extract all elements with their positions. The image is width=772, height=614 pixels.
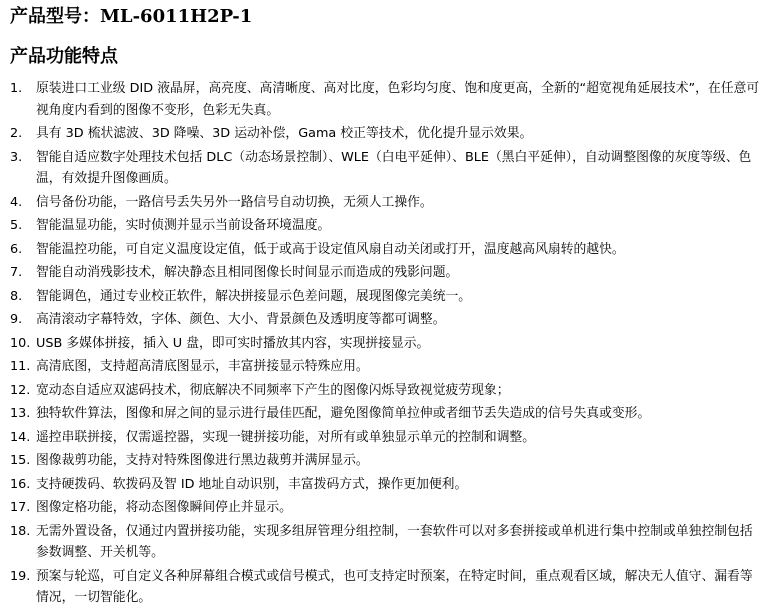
feature-item (10, 239, 762, 261)
model-title: 产品型号：ML-6011H2P-1 (10, 6, 253, 27)
feature-item (10, 333, 762, 355)
feature-number: 15. (10, 453, 31, 468)
feature-text: 图像定格功能，将动态图像瞬间停止并显示。 (36, 500, 292, 515)
feature-item (10, 262, 762, 284)
feature-number: 11. (10, 359, 31, 374)
feature-text: 原装进口工业级 DID 液晶屏，高亮度、高清晰度、高对比度，色彩均匀度、饱和度更高，全新的“超宽视角延展技术”，在任意可视角度内看到的图像不变形，色彩无失真。 (36, 81, 760, 118)
feature-item (10, 309, 762, 331)
feature-number: 9. (10, 312, 23, 327)
feature-item (10, 521, 762, 564)
feature-text: 智能温显功能，实时侦测并显示当前设备环境温度。 (36, 218, 331, 233)
feature-text: 智能自动消残影技术，解决静态且相同图像长时间显示而造成的残影问题。 (36, 265, 459, 280)
feature-number: 14. (10, 429, 31, 445)
section-title: 产品功能特点 (10, 46, 118, 67)
feature-number: 5. (10, 218, 23, 233)
feature-number: 8. (10, 288, 23, 304)
feature-text: 无需外置设备，仅通过内置拼接功能，实现多组屏管理分组控制，一套软件可以对多套拼接或单机进行集中控制或单独控制包括参数调整、开关机等。 (36, 523, 753, 560)
feature-item (10, 566, 762, 609)
feature-item (10, 78, 762, 121)
feature-text: 智能自适应数字处理技术包括 DLC（动态场景控制）、WLE（白电平延伸）、BLE（黑白平延伸），自动调整图像的灰度等级、色温，有效提升图像画质。 (36, 149, 752, 186)
feature-list (10, 78, 762, 609)
feature-number: 19. (10, 568, 31, 584)
feature-text: 支持硬拨码、软拨码及智 ID 地址自动识别，丰富拨码方式，操作更加便利。 (36, 476, 468, 492)
feature-number: 18. (10, 523, 31, 539)
feature-item (10, 427, 762, 449)
feature-text: 高清滚动字幕特效，字体、颜色、大小、背景颜色及透明度等都可调整。 (36, 312, 446, 327)
feature-item (10, 356, 762, 378)
feature-text: 独特软件算法，图像和屏之间的显示进行最佳匹配，避免图像简单拉伸或者细节丢失造成的信号失真或变形。 (36, 406, 651, 421)
feature-number: 1. (10, 81, 23, 96)
feature-item (10, 215, 762, 237)
feature-item (10, 450, 762, 472)
feature-item (10, 403, 762, 425)
feature-number: 17. (10, 500, 31, 515)
feature-item (10, 286, 762, 308)
feature-number: 6. (10, 241, 23, 257)
feature-item (10, 380, 762, 402)
feature-number: 3. (10, 149, 23, 165)
feature-item (10, 474, 762, 496)
feature-number: 16. (10, 476, 31, 492)
feature-number: 4. (10, 194, 23, 210)
feature-text: 图像裁剪功能，支持对特殊图像进行黑边裁剪并满屏显示。 (36, 453, 369, 468)
feature-text: 信号备份功能，一路信号丢失另外一路信号自动切换，无须人工操作。 (36, 194, 433, 210)
feature-item (10, 497, 762, 519)
feature-text: 具有 3D 梳状滤波、3D 降噪、3D 运动补偿，Gama 校正等技术，优化提升显示效果。 (36, 126, 533, 141)
feature-text: 智能温控功能，可自定义温度设定值，低于或高于设定值风扇自动关闭或打开，温度越高风扇转的越快。 (36, 241, 625, 257)
feature-item (10, 123, 762, 145)
feature-text: 智能调色，通过专业校正软件，解决拼接显示色差问题，展现图像完美统一。 (36, 288, 472, 304)
feature-number: 2. (10, 126, 23, 141)
feature-text: 预案与轮巡，可自定义各种屏幕组合模式或信号模式，也可支持定时预案，在特定时间，重点观看区域，解决无人值守、漏看等情况，一切智能化。 (36, 568, 753, 605)
feature-text: 遥控串联拼接，仅需遥控器，实现一键拼接功能，对所有或单独显示单元的控制和调整。 (36, 429, 536, 445)
feature-item (10, 147, 762, 190)
feature-item (10, 192, 762, 214)
feature-number: 12. (10, 382, 31, 398)
feature-number: 10. (10, 335, 31, 351)
feature-text: 高清底图，支持超高清底图显示，丰富拼接显示特殊应用。 (36, 359, 369, 374)
feature-number: 7. (10, 265, 23, 280)
feature-text: 宽动态自适应双滤码技术，彻底解决不同频率下产生的图像闪烁导致视觉疲劳现象； (36, 382, 510, 398)
feature-text: USB 多媒体拼接，插入 U 盘，即可实时播放其内容，实现拼接显示。 (36, 335, 430, 351)
feature-number: 13. (10, 406, 31, 421)
